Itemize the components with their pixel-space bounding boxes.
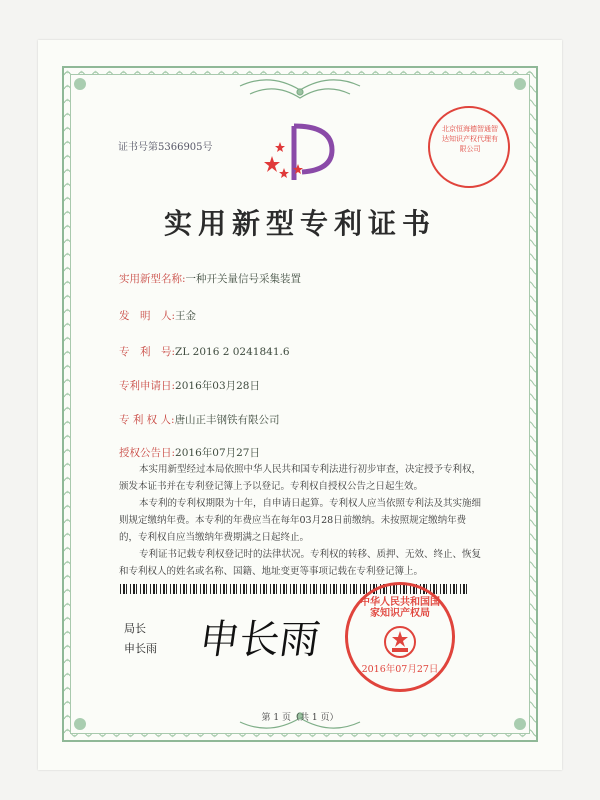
- patent-office-logo-icon: [262, 118, 342, 188]
- director-signature: 申长雨: [196, 617, 323, 663]
- field-utility-model-name: 实用新型名称:一种开关量信号采集装置: [119, 273, 302, 285]
- field-patentee: 专 利 权 人:唐山正丰钢铁有限公司: [119, 414, 280, 426]
- page-footer: 第 1 页（共 1 页）: [261, 713, 339, 723]
- director-title: 局长: [124, 622, 146, 635]
- official-seal: 中华人民共和国国家知识产权局 2016年07月27日: [345, 582, 455, 692]
- certificate-number: 证书号第5366905号: [118, 142, 213, 153]
- paragraph-legal-status: 专利证书记载专利权登记时的法律状况。专利权的转移、质押、无效、终止、恢复和专利权人的姓名或名称、国籍、地址变更等事项记载在专利登记簿上。: [119, 549, 482, 577]
- certificate-body-text: [119, 461, 481, 580]
- agency-stamp: 北京恒海德智通智达知识产权代理有限公司: [428, 106, 510, 188]
- director-name: 申长雨: [124, 642, 157, 655]
- national-emblem-icon: [383, 625, 417, 659]
- field-patent-number: 专 利 号:ZL 2016 2 0241841.6: [119, 346, 290, 358]
- field-grant-date: 授权公告日:2016年07月27日: [119, 447, 260, 459]
- field-application-date: 专利申请日:2016年03月28日: [119, 380, 260, 392]
- paragraph-term: 本专利的专利权期限为十年，自申请日起算。专利权人应当依照专利法及其实施细则规定缴纳年费。本专利的年费应当在每年03月28日前缴纳。未按照规定缴纳年费的，专利权自应当缴纳年费期满之日起终止。: [119, 498, 482, 543]
- paragraph-grant: 本实用新型经过本局依照中华人民共和国专利法进行初步审查，决定授予专利权，颁发本证书并在专利登记簿上予以登记。专利权自授权公告之日起生效。: [119, 464, 482, 492]
- certificate-title: 实用新型专利证书: [163, 207, 436, 240]
- field-inventor: 发 明 人:王金: [119, 310, 197, 322]
